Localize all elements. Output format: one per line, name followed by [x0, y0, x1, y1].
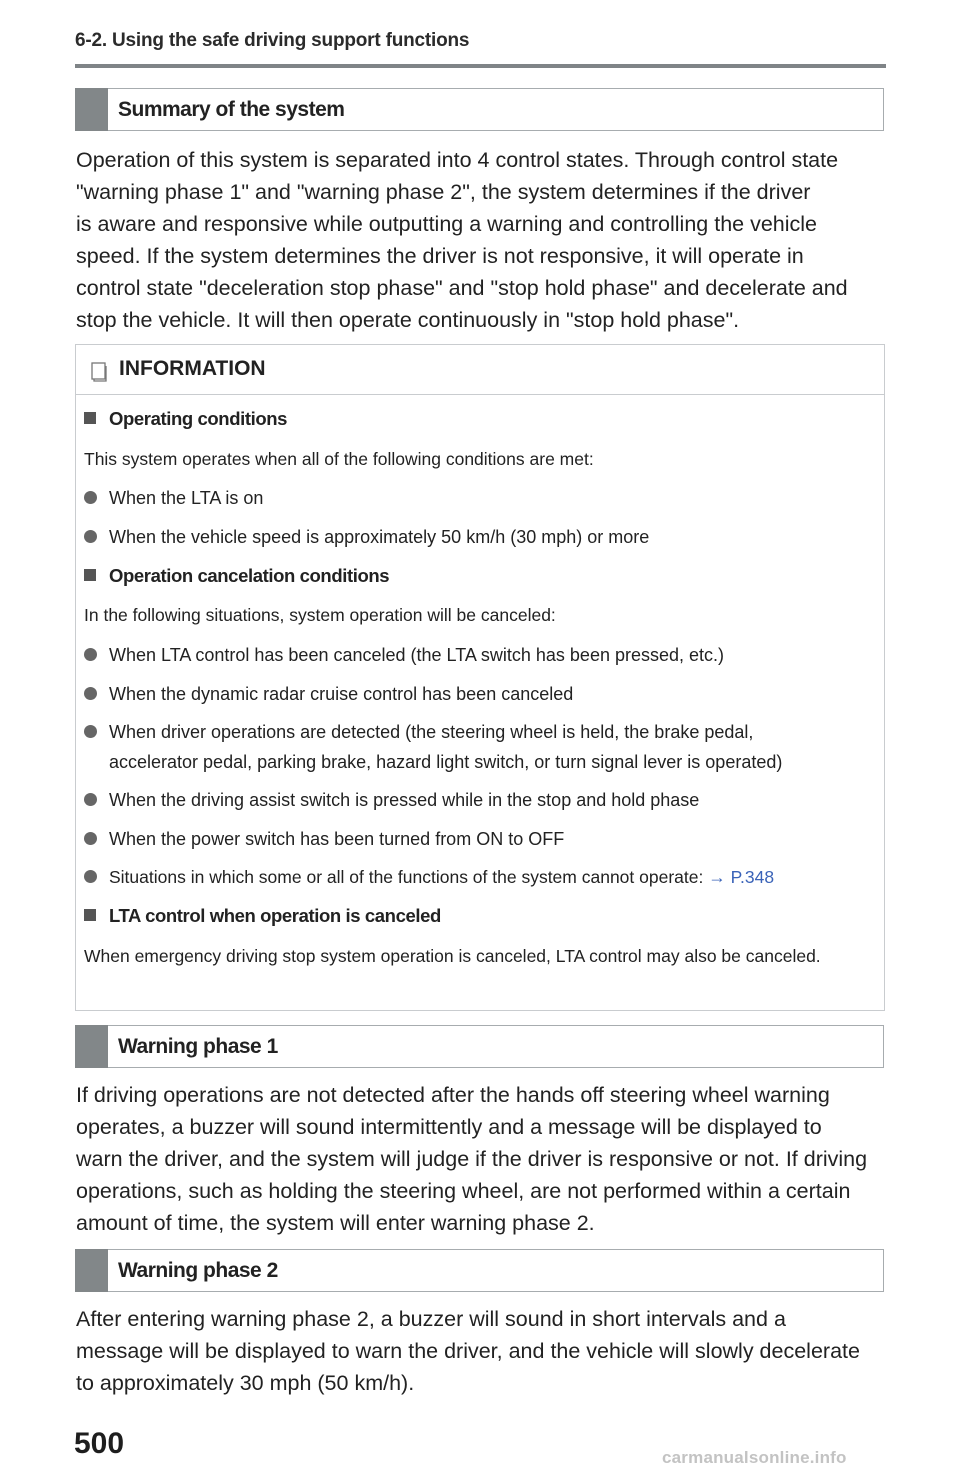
text-line: After entering warning phase 2, a buzzer will sound in short intervals and a [76, 1307, 786, 1331]
section-header-bar [75, 88, 108, 131]
text-line: speed. If the system determines the driver is not responsive, it will operate in [76, 244, 804, 268]
list-item: When the LTA is on [84, 483, 869, 513]
section-title: Warning phase 1 [118, 1035, 278, 1058]
lta-control-heading: LTA control when operation is canceled [84, 905, 441, 927]
text-line: warn the driver, and the system will judge if the driver is responsive or not. If driving [76, 1147, 868, 1171]
section-header-bar [75, 1025, 108, 1068]
cancelation-conditions-heading: Operation cancelation conditions [84, 565, 389, 587]
text-line: stop the vehicle. It will then operate continuously in "stop hold phase". [76, 308, 740, 332]
text-line: If driving operations are not detected after the hands off steering wheel warning [76, 1083, 830, 1107]
book-icon [91, 362, 107, 382]
text-line: is aware and responsive while outputting a warning and controlling the vehicle [76, 212, 818, 236]
page-number: 500 [74, 1427, 125, 1460]
bullet-dot-icon [84, 648, 97, 661]
header-divider [75, 64, 886, 68]
text-line: "warning phase 1" and "warning phase 2", the system determines if the driver [76, 180, 811, 204]
text-line: Operation of this system is separated into 4 control states. Through control state [76, 148, 839, 172]
square-bullet-icon [84, 569, 96, 581]
square-bullet-icon [84, 412, 96, 424]
information-header [76, 345, 884, 395]
lta-control-text: When emergency driving stop system operation is canceled, LTA control may also be canceled. [84, 946, 821, 966]
operating-conditions-heading: Operating conditions [84, 408, 287, 430]
list-item: When the power switch has been turned from ON to OFF [84, 824, 869, 854]
watermark: carmanualsonline.info [662, 1448, 847, 1467]
section-header-warning-phase-1 [75, 1025, 884, 1068]
list-item: When the dynamic radar cruise control has been canceled [84, 679, 869, 709]
section-header-warning-phase-2 [75, 1249, 884, 1292]
page-header-title: 6-2. Using the safe driving support functions [75, 30, 470, 51]
summary-paragraph [76, 144, 888, 336]
bullet-dot-icon [84, 725, 97, 738]
list-item: When the vehicle speed is approximately 50 km/h (30 mph) or more [84, 522, 869, 552]
text-line: to approximately 30 mph (50 km/h). [76, 1371, 415, 1395]
information-box [75, 344, 885, 1011]
section-title: Warning phase 2 [118, 1259, 278, 1282]
page-reference-link[interactable]: → P.348 [708, 867, 775, 887]
section-title: Summary of the system [118, 98, 345, 121]
text-line: amount of time, the system will enter warning phase 2. [76, 1211, 595, 1235]
list-item: When driver operations are detected (the steering wheel is held, the brake pedal, accelerator pedal, parking brake, hazard light switch, or turn signal lever is operated) [84, 717, 869, 777]
bullet-dot-icon [84, 687, 97, 700]
bullet-dot-icon [84, 870, 97, 883]
bullet-dot-icon [84, 793, 97, 806]
cancelation-conditions-intro: In the following situations, system operation will be canceled: [84, 605, 556, 625]
square-bullet-icon [84, 909, 96, 921]
text-line: operations, such as holding the steering wheel, are not performed within a certain [76, 1179, 851, 1203]
section-header-summary [75, 88, 884, 131]
text-line: operates, a buzzer will sound intermittently and a message will be displayed to [76, 1115, 822, 1139]
text-line: control state "deceleration stop phase" and "stop hold phase" and decelerate and [76, 276, 848, 300]
list-item: When LTA control has been canceled (the LTA switch has been pressed, etc.) [84, 640, 869, 670]
list-item-continuation: accelerator pedal, parking brake, hazard light switch, or turn signal lever is operated) [109, 752, 783, 772]
list-item: Situations in which some or all of the functions of the system cannot operate: → P.348 [84, 862, 869, 892]
warning-phase-1-paragraph [76, 1079, 888, 1239]
information-title: INFORMATION [119, 357, 266, 380]
list-item: When the driving assist switch is pressed while in the stop and hold phase [84, 785, 869, 815]
bullet-dot-icon [84, 530, 97, 543]
operating-conditions-intro: This system operates when all of the following conditions are met: [84, 449, 594, 469]
section-header-bar [75, 1249, 108, 1292]
text-line: message will be displayed to warn the driver, and the vehicle will slowly decelerate [76, 1339, 860, 1363]
bullet-dot-icon [84, 832, 97, 845]
bullet-dot-icon [84, 491, 97, 504]
warning-phase-2-paragraph [76, 1303, 888, 1399]
